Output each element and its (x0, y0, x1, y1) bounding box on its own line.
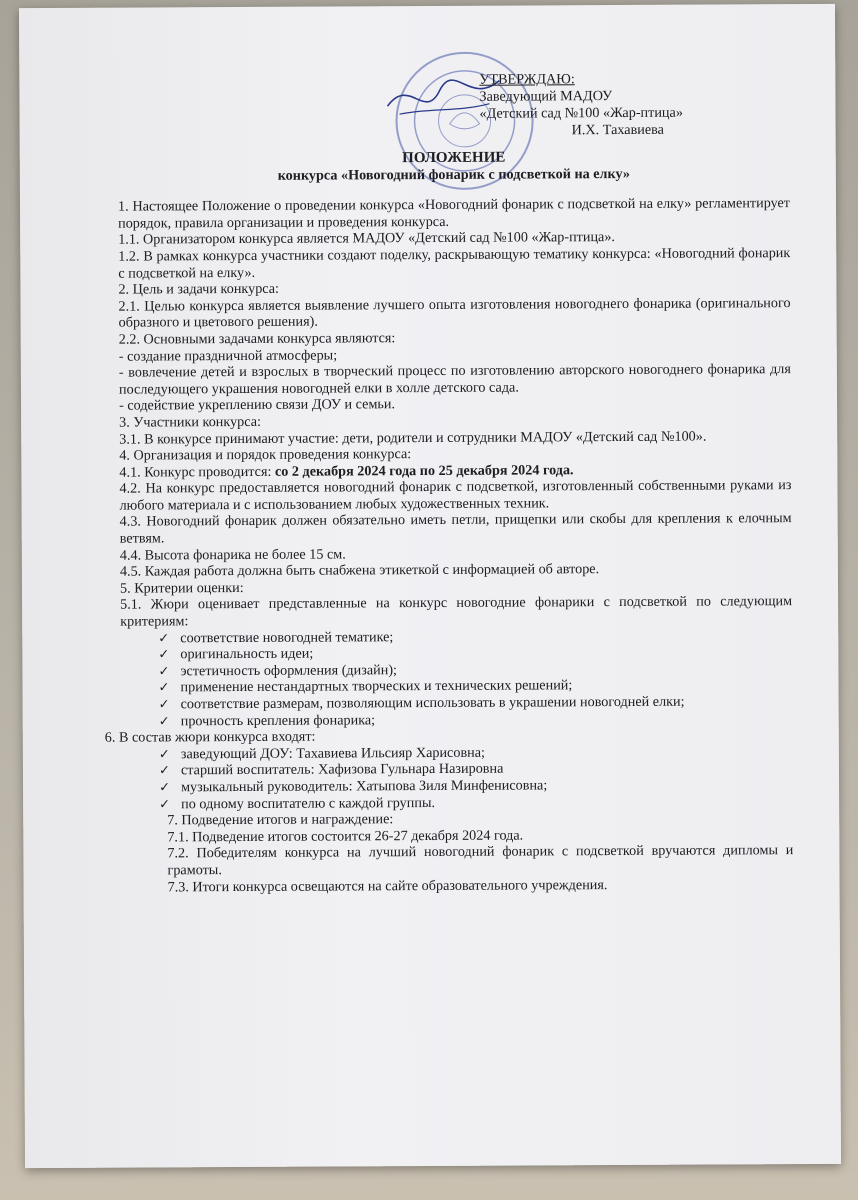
para-7: 7. Подведение итогов и награждение: (167, 811, 394, 829)
para-4-4: 4.4. Высота фонарика не более 15 см. (119, 546, 346, 564)
task-3: - содействие укреплению связи ДОУ и семьи. (119, 396, 396, 414)
check-icon: ✓ (158, 679, 170, 695)
list-item: ✓ применение нестандартных творческих и технических решений; (158, 677, 573, 696)
para-5-1: 5.1. Жюри оценивает представленные на конкурс новогодние фонарики с подсветкой по следующим критериям: (120, 593, 793, 630)
task-2: - вовлечение детей и взрослых в творческий процесс по изготовлению авторского новогоднего фонарика для последующего украшения новогодней елки в холле детского сада. (118, 361, 791, 398)
para-1-1: 1.1. Организатором конкурса является МАДОУ «Детский сад №100 «Жар-птица». (118, 229, 616, 249)
para-7-1: 7.1. Подведение итогов состоится 26-27 декабря 2024 года. (167, 827, 524, 846)
check-icon: ✓ (159, 795, 171, 811)
list-item: ✓ по одному воспитателю с каждой группы. (159, 794, 436, 812)
list-item: ✓ старший воспитатель: Хафизова Гульнара Назировна (158, 760, 504, 779)
approval-block (479, 70, 789, 140)
check-icon: ✓ (158, 663, 170, 679)
para-4-5: 4.5. Каждая работа должна быть снабжена этикеткой с информацией об авторе. (119, 561, 600, 580)
para-4-1-dates: со 2 декабря 2024 года по 25 декабря 2024 года. (274, 461, 574, 480)
check-icon: ✓ (158, 696, 170, 712)
para-4-3: 4.3. Новогодний фонарик должен обязательно иметь петли, прищепки или скобы для крепления к елочным ветвям. (119, 510, 792, 547)
para-3: 3. Участники конкурса: (119, 413, 262, 431)
para-1: 1. Настоящее Положение о проведении конкурса «Новогодний фонарик с подсветкой на елку» регламентирует порядок, правила организации и проведения конкурса. (117, 195, 791, 232)
para-4-2: 4.2. На конкурс предоставляется новогодний фонарик с подсветкой, изготовленный собственными руками из любого материала и с использованием любых художественных техник. (119, 477, 792, 514)
criteria-list (120, 627, 793, 730)
task-1: - создание праздничной атмосферы; (118, 347, 338, 365)
approval-line-4: И.Х. Тахавиева (571, 121, 665, 139)
check-icon: ✓ (159, 779, 170, 795)
document-title (118, 148, 790, 185)
para-4: 4. Организация и порядок проведения конкурса: (119, 446, 412, 464)
approval-line-2: Заведующий МАДОУ (479, 88, 613, 105)
document-sheet (19, 4, 841, 1168)
para-5: 5. Критерии оценки: (119, 579, 244, 597)
list-item: ✓ музыкальный руководитель: Хатыпова Зиля Минфенисовна; (159, 777, 548, 796)
check-icon: ✓ (158, 762, 170, 778)
check-icon: ✓ (158, 646, 170, 662)
para-2-2: 2.2. Основными задачами конкурса являются: (118, 330, 396, 348)
document-body (104, 70, 794, 896)
check-icon: ✓ (158, 629, 170, 646)
list-item: ✓ прочность крепления фонарика; (158, 711, 376, 729)
list-item: ✓ оригинальность идеи; (158, 645, 314, 663)
para-1-2: 1.2. В рамках конкурса участники создают поделку, раскрывающую тематику конкурса: «Новогодний фонарик с подсветкой на елку». (118, 245, 791, 282)
title-subheading: конкурса «Новогодний фонарик с подсветкой на елку» (277, 165, 631, 184)
para-7-2: 7.2. Победителям конкурса на лучший новогодний фонарик с подсветкой вручаются дипломы и грамоты. (167, 842, 794, 879)
para-2: 2. Цель и задачи конкурса: (118, 280, 280, 298)
para-3-1: 3.1. В конкурсе принимают участие: дети, родители и сотрудники МАДОУ «Детский сад №100». (119, 428, 707, 448)
para-4-1-prefix: 4.1. Конкурс проводится: (119, 463, 276, 481)
check-icon: ✓ (158, 712, 170, 729)
title-heading: ПОЛОЖЕНИЕ (402, 149, 506, 167)
para-2-1: 2.1. Целью конкурса является выявление лучшего опыта изготовления новогоднего фонарика (оригинального образного и цветового решения). (118, 294, 791, 331)
list-item: ✓ заведующий ДОУ: Тахавиева Ильсияр Харисовна; (158, 744, 485, 763)
list-item: ✓ эстетичность оформления (дизайн); (158, 661, 398, 680)
para-7-3: 7.3. Итоги конкурса освещаются на сайте образовательного учреждения. (167, 876, 608, 895)
para-6: 6. В состав жюри конкурса входят: (104, 728, 316, 746)
check-icon: ✓ (158, 746, 170, 762)
approval-line-1: УТВЕРЖДАЮ: (479, 71, 575, 88)
jury-list (121, 743, 793, 813)
list-item: ✓ соответствие размерам, позволяющим использовать в украшении новогодней елки; (158, 693, 685, 713)
results-section (121, 809, 793, 895)
list-item: ✓ соответствие новогодней тематике; (158, 628, 394, 646)
approval-line-3: «Детский сад №100 «Жар-птица» (479, 104, 683, 122)
